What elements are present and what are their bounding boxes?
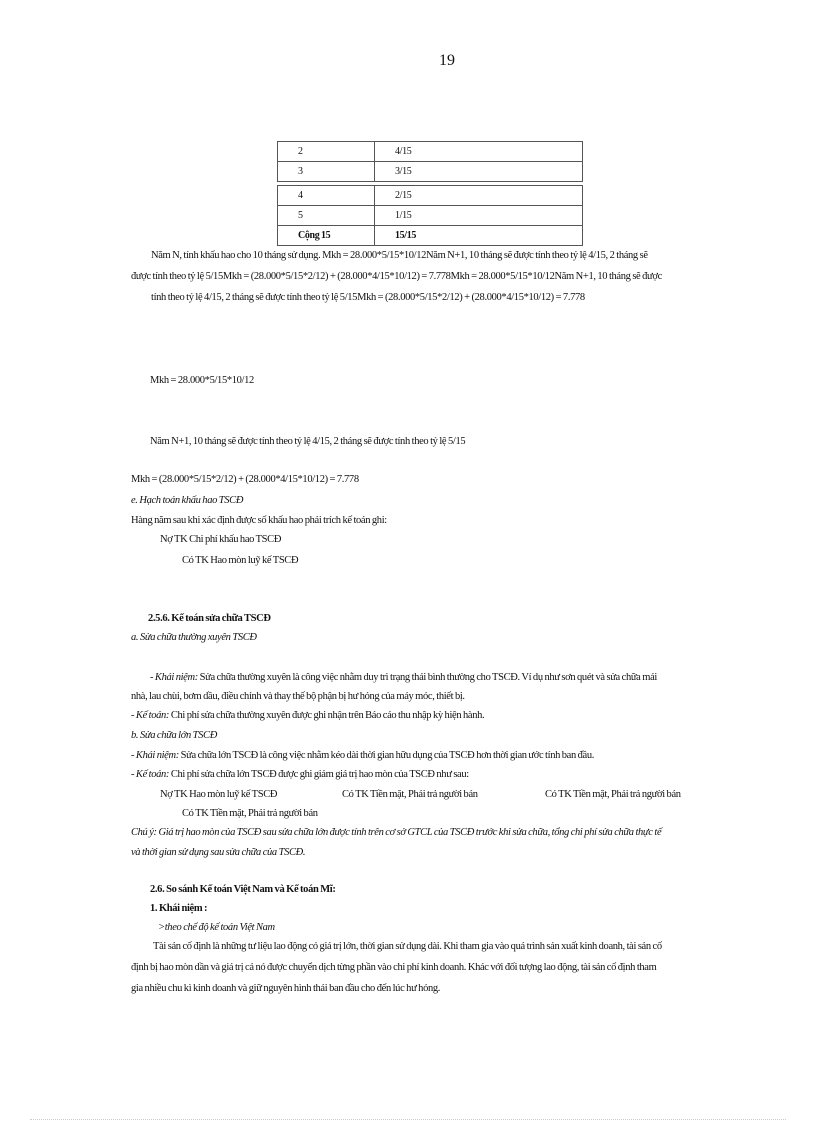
paragraph-line: gia nhiều chu kì kinh doanh và giữ nguyên hình thái ban đầu cho đến lúc hư hỏng. xyxy=(131,983,441,994)
table-cell-rate: 4/15 xyxy=(375,142,583,162)
depreciation-table-top xyxy=(277,141,583,182)
section-heading: 2.6. So sánh Kế toán Việt Nam và Kế toán Mĩ: xyxy=(150,884,336,895)
journal-credit: Có TK Hao mòn luỹ kế TSCĐ xyxy=(182,555,299,566)
table-row xyxy=(278,142,583,162)
term-label: Kế toán: xyxy=(135,710,170,721)
journal-debit: Nợ TK Chi phí khấu hao TSCĐ xyxy=(160,534,282,545)
table-total-row xyxy=(278,226,583,246)
table-row xyxy=(278,186,583,206)
table-cell-rate: 1/15 xyxy=(375,206,583,226)
table-cell-year: 2 xyxy=(278,142,375,162)
section-heading: e. Hạch toán khấu hao TSCĐ xyxy=(131,495,244,506)
journal-credit: Có TK Tiền mặt, Phải trả người bán xyxy=(545,789,681,800)
term-label: Kế toán: xyxy=(135,769,170,780)
term-label: Khái niệm: xyxy=(154,672,198,683)
table-row xyxy=(278,206,583,226)
table-total-label: Cộng 15 xyxy=(278,226,375,246)
depreciation-table-bottom xyxy=(277,185,583,246)
formula-line: Mkh = (28.000*5/15*2/12) + (28.000*4/15*10/12) = 7.778 xyxy=(131,474,359,485)
note-line: và thời gian sử dụng sau sửa chữa của TSCĐ. xyxy=(131,847,306,858)
formula-line: Mkh = 28.000*5/15*10/12 xyxy=(150,375,254,386)
paragraph-line: Năm N, tính khấu hao cho 10 tháng sử dụng. Mkh = 28.000*5/15*10/12Năm N+1, 10 tháng sẽ được tính theo tỷ lệ 4/15, 2 tháng sẽ xyxy=(151,250,648,261)
term-label: Khái niệm: xyxy=(135,750,179,761)
note-label: Chú ý: xyxy=(131,827,157,838)
table-row xyxy=(278,162,583,182)
subsection-heading: 1. Khái niệm : xyxy=(150,903,208,914)
table-cell-rate: 3/15 xyxy=(375,162,583,182)
subsection-heading: a. Sửa chữa thường xuyên TSCĐ xyxy=(131,632,257,643)
table-cell-year: 4 xyxy=(278,186,375,206)
regime-label: >theo chế độ kế toán Việt Nam xyxy=(158,922,275,933)
table-cell-year: 3 xyxy=(278,162,375,182)
page-footer-divider xyxy=(30,1119,786,1120)
paragraph-line: nhà, lau chùi, bơm dầu, điều chỉnh và thay thế bộ phận bị hư hỏng của máy móc, thiết bị. xyxy=(131,691,465,702)
table-cell-rate: 2/15 xyxy=(375,186,583,206)
paragraph-line: - Kế toán: Chi phí sửa chữa lớn TSCĐ được ghi giảm giá trị hao mòn của TSCĐ như sau: xyxy=(131,769,469,780)
journal-credit: Có TK Tiền mặt, Phải trả người bán xyxy=(182,808,318,819)
table-total-value: 15/15 xyxy=(375,226,583,246)
paragraph-line: định bị hao mòn dần và giá trị cả nó được chuyển dịch từng phần vào chi phí kinh doanh. Khác với đối tượng lao động, tài sản cố định tham xyxy=(131,962,657,973)
paragraph-line: được tính theo tỷ lệ 5/15Mkh = (28.000*5/15*2/12) + (28.000*4/15*10/12) = 7.778Mkh = 28.000*5/15*10/12Năm N+1, 10 tháng sẽ được xyxy=(131,271,662,282)
paragraph-line: tính theo tỷ lệ 4/15, 2 tháng sẽ được tính theo tỷ lệ 5/15Mkh = (28.000*5/15*2/12) + (28.000*4/15*10/12) = 7.778 xyxy=(151,292,585,303)
paragraph-line: - Khái niệm: Sửa chữa lớn TSCĐ là công việc nhằm kéo dài thời gian hữu dụng của TSCĐ hơn thời gian ước tính ban đầu. xyxy=(131,750,595,761)
paragraph-line: Hàng năm sau khi xác định được số khấu hao phải trích kế toán ghi: xyxy=(131,515,387,526)
paragraph-line: Năm N+1, 10 tháng sẽ được tính theo tỷ lệ 4/15, 2 tháng sẽ được tính theo tỷ lệ 5/15 xyxy=(150,436,466,447)
paragraph-line: - Khái niệm: Sửa chữa thường xuyên là công việc nhằm duy trì trạng thái bình thường cho TSCĐ. Ví dụ như sơn quét và sửa chữa mái xyxy=(150,672,657,683)
page-number: 19 xyxy=(439,52,455,69)
paragraph-line: Tài sản cố định là những tư liệu lao động có giá trị lớn, thời gian sử dụng dài. Khi tham gia vào quá trình sản xuất kinh doanh, tài sản cố xyxy=(153,941,662,952)
section-heading: 2.5.6. Kế toán sửa chữa TSCĐ xyxy=(148,613,271,624)
journal-credit: Có TK Tiền mặt, Phải trả người bán xyxy=(342,789,478,800)
table-cell-year: 5 xyxy=(278,206,375,226)
subsection-heading: b. Sửa chữa lớn TSCĐ xyxy=(131,730,217,741)
paragraph-line: - Kế toán: Chi phí sửa chữa thường xuyên được ghi nhận trên Báo cáo thu nhập kỳ hiện hành. xyxy=(131,710,485,721)
note-line: Chú ý: Giá trị hao mòn của TSCĐ sau sửa chữa lớn được tính trên cơ sở GTCL của TSCĐ trước khi sửa chữa, tổng chi phí sửa chữa thực tế xyxy=(131,827,662,838)
journal-debit: Nợ TK Hao mòn luỹ kế TSCĐ xyxy=(160,789,278,800)
